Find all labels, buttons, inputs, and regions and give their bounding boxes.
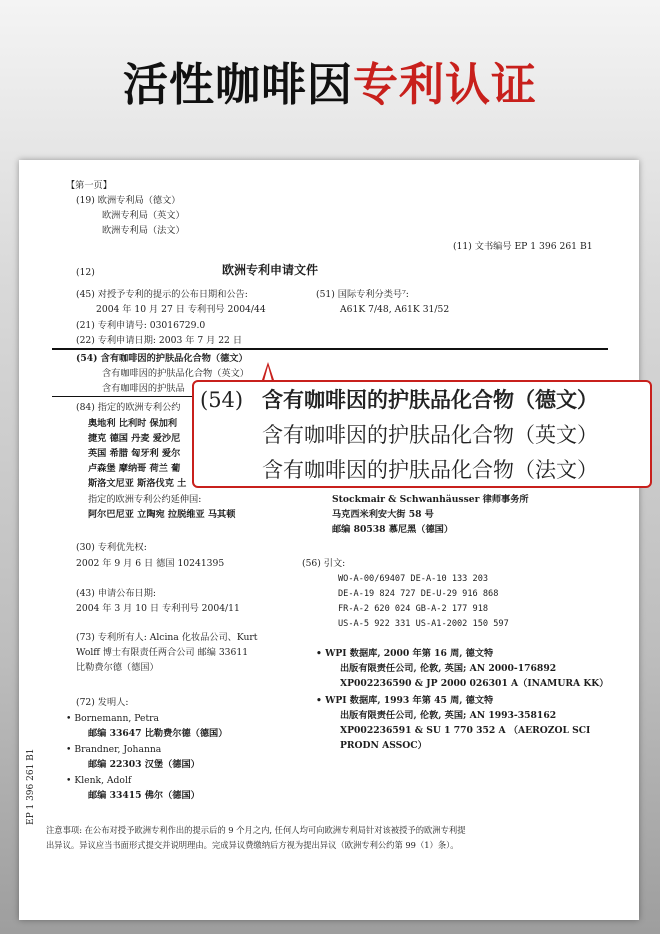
callout-pointer-inner <box>264 366 272 381</box>
field-54-fr: 含有咖啡因的护肤品 <box>102 383 185 394</box>
page-label: 【第一页】 <box>66 180 112 191</box>
office-de: (19) 欧洲专利局（德文） <box>76 195 181 206</box>
field-72-label: (72) 发明人: <box>76 697 129 708</box>
field-84-line3: 英国 希腊 匈牙利 爱尔 <box>88 448 181 459</box>
inventor-3: • Klenk, Adolf <box>66 775 132 786</box>
field-56-label: (56) 引文: <box>302 558 346 569</box>
wpi-1-line3: XP002236590 & JP 2000 026301 A（INAMURA KK） <box>340 678 609 689</box>
citation-row-1: WO-A-00/69407 DE-A-10 133 203 <box>338 574 489 584</box>
field-84-line2: 捷克 德国 丹麦 爱沙尼 <box>88 433 181 444</box>
wpi-2-line2: 出版有限责任公司, 伦敦, 英国; AN 1993-358162 <box>340 710 557 721</box>
field-73-line1: (73) 专利所有人: Alcina 化妆品公司、Kurt <box>76 632 258 643</box>
field-84-extension-label: 指定的欧洲专利公约延伸国: <box>88 494 202 505</box>
inventor-3-address: 邮编 33415 佛尔（德国） <box>88 790 200 801</box>
document-number: (11) 文书编号 EP 1 396 261 B1 <box>453 241 593 252</box>
field-45-value: 2004 年 10 月 27 日 专利刊号 2004/44 <box>96 304 266 315</box>
field-22: (22) 专利申请日期: 2003 年 7 月 22 日 <box>76 335 243 346</box>
wpi-2-line3: XP002236591 & SU 1 770 352 A （AEROZOL SCI <box>340 725 591 736</box>
patent-document <box>19 160 639 920</box>
wpi-2-line1: • WPI 数据库, 1993 年第 45 周, 德文特 <box>316 695 494 706</box>
office-en: 欧洲专利局（英文） <box>102 210 185 221</box>
field-21: (21) 专利申请号: 03016729.0 <box>76 320 206 331</box>
agent-line1: Stockmair & Schwanhäusser 律师事务所 <box>332 494 529 505</box>
agent-line2: 马克西米利安大街 58 号 <box>332 509 434 520</box>
citation-row-2: DE-A-19 824 727 DE-U-29 916 868 <box>338 589 499 599</box>
field-30-label: (30) 专利优先权: <box>76 542 147 553</box>
field-73-line2: Wolff 博士有限责任两合公司 邮编 33611 <box>76 647 249 658</box>
inventor-1-address: 邮编 33647 比勒费尔德（德国） <box>88 728 228 739</box>
banner-title <box>0 40 660 120</box>
field-54-en: 含有咖啡因的护肤品化合物（英文） <box>102 368 249 379</box>
field-43-label: (43) 申请公布日期: <box>76 588 157 599</box>
wpi-2-line4: PRODN ASSOC） <box>340 740 427 751</box>
citation-row-3: FR-A-2 620 024 GB-A-2 177 918 <box>338 604 489 614</box>
callout-line-de: 含有咖啡因的护肤品化合物（德文） <box>262 387 598 412</box>
side-document-number: EP 1 396 261 B1 <box>26 748 36 825</box>
field-45-label: (45) 对授予专利的提示的公布日期和公告: <box>76 289 248 300</box>
field-84-extension-value: 阿尔巴尼亚 立陶宛 拉脱维亚 马其顿 <box>88 509 236 520</box>
citation-row-4: US-A-5 922 331 US-A1-2002 150 597 <box>338 619 509 629</box>
field-51-label: (51) 国际专利分类号⁷: <box>316 289 409 300</box>
field-43-value: 2004 年 3 月 10 日 专利刊号 2004/11 <box>76 603 240 614</box>
office-fr: 欧洲专利局（法文） <box>102 225 185 236</box>
wpi-1-line2: 出版有限责任公司, 伦敦, 英国; AN 2000-176892 <box>340 663 557 674</box>
notice-line2: 出异议。异议应当书面形式提交并说明理由。完成异议费缴纳后方视为提出异议（欧洲专利公约第 99（1）条）。 <box>46 840 459 850</box>
notice-line1: 注意事项: 在公布对授予欧洲专利作出的提示后的 9 个月之内, 任何人均可向欧洲专利局针对该被授予的欧洲专利提 <box>46 825 466 835</box>
agent-line3: 邮编 80538 慕尼黑（德国） <box>332 524 454 535</box>
field-84-line1: 奥地利 比利时 保加利 <box>88 418 178 429</box>
code-12: (12) <box>76 267 95 278</box>
field-30-value: 2002 年 9 月 6 日 德国 10241395 <box>76 558 225 569</box>
callout-line-fr: 含有咖啡因的护肤品化合物（法文） <box>262 458 598 482</box>
callout-line-en: 含有咖啡因的护肤品化合物（英文） <box>262 423 598 447</box>
wpi-1-line1: • WPI 数据库, 2000 年第 16 周, 德文特 <box>316 648 494 659</box>
field-54-de: (54) 含有咖啡因的护肤品化合物（德文） <box>76 353 248 364</box>
callout-code: (54) <box>200 388 244 412</box>
inventor-2: • Brandner, Johanna <box>66 744 162 755</box>
field-73-line3: 比勒费尔德（德国） <box>76 662 159 673</box>
banner-title-red: 专利认证 <box>353 57 538 111</box>
banner-title-black: 活性咖啡因 <box>122 57 353 111</box>
field-84-line4: 卢森堡 摩纳哥 荷兰 葡 <box>88 463 181 474</box>
document-title: 欧洲专利申请文件 <box>222 263 319 277</box>
inventor-2-address: 邮编 22303 汉堡（德国） <box>88 759 200 770</box>
field-84-label: (84) 指定的欧洲专利公约 <box>76 402 181 413</box>
divider-rule <box>52 348 608 350</box>
field-84-line5: 斯洛文尼亚 斯洛伐克 土 <box>88 478 187 489</box>
inventor-1: • Bornemann, Petra <box>66 713 160 724</box>
field-51-value: A61K 7/48, A61K 31/52 <box>340 304 450 315</box>
